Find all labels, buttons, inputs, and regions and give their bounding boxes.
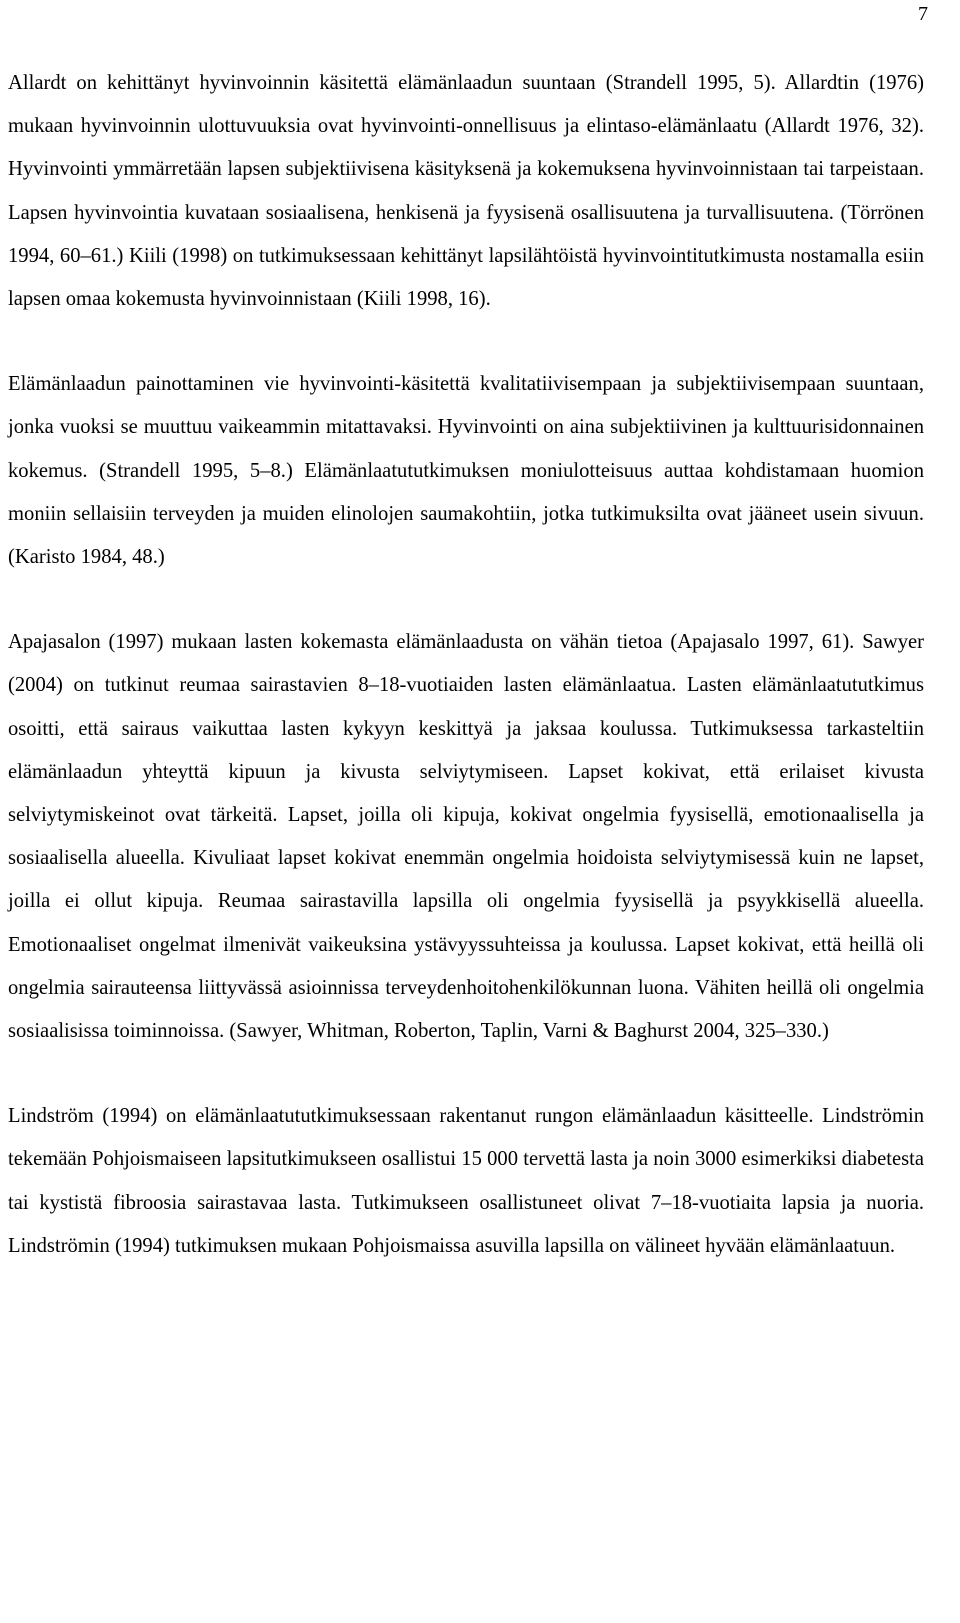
page-number: 7 xyxy=(918,3,928,25)
paragraph-lindstrom: Lindström (1994) on elämänlaatututkimuksessaan rakentanut rungon elämänlaadun käsitteelle. Lindströmin tekemään Pohjoismaiseen lapsitutkimukseen osallistui 15 000 tervettä lasta ja noin 3000 esimerkiksi diabetesta tai kystistä fibroosia sairastavaa lasta. Tutkimukseen osallistuneet olivat 7–18-vuotiaita lapsia ja nuoria. Lindströmin (1994) tutkimuksen mukaan Pohjoismaissa asuvilla lapsilla on välineet hyvään elämänlaatuun. xyxy=(8,1105,924,1257)
paragraph-elamanlaatu: Elämänlaadun painottaminen vie hyvinvointi-käsitettä kvalitatiivisempaan ja subjektiivisempaan suuntaan, jonka vuoksi se muuttuu vaikeammin mitattavaksi. Hyvinvointi on aina subjektiivinen ja kulttuurisidonnainen kokemus. (Strandell 1995, 5–8.) Elämänlaatututkimuksen moniulotteisuus auttaa kohdistamaan huomion moniin sellaisiin terveyden ja muiden elinolojen saumakohtiin, jotka tutkimuksilta ovat jääneet usein sivuun. (Karisto 1984, 48.) xyxy=(8,373,924,569)
paragraph-allardt: Allardt on kehittänyt hyvinvoinnin käsitettä elämänlaadun suuntaan (Strandell 1995, 5). Allardtin (1976) mukaan hyvinvoinnin ulottuvuuksia ovat hyvinvointi-onnellisuus ja elintaso-elämänlaatu (Allardt 1976, 32). Hyvinvointi ymmärretään lapsen subjektiivisena käsityksenä ja kokemuksena hyvinvoinnistaan tai tarpeistaan. Lapsen hyvinvointia kuvataan sosiaalisena, henkisenä ja fyysisenä osallisuutena ja turvallisuutena. (Törrönen 1994, 60–61.) Kiili (1998) on tutkimuksessaan kehittänyt lapsilähtöistä hyvinvointitutkimusta nostamalla esiin lapsen omaa kokemusta hyvinvoinnistaan (Kiili 1998, 16). xyxy=(8,72,924,311)
paragraph-apajasalo-sawyer: Apajasalon (1997) mukaan lasten kokemasta elämänlaadusta on vähän tietoa (Apajasalo 1997, 61). Sawyer (2004) on tutkinut reumaa sairastavien 8–18-vuotiaiden lasten elämänlaatua. Lasten elämänlaatututkimus osoitti, että sairaus vaikuttaa lasten kykyyn keskittyä ja jaksaa koulussa. Tutkimuksessa tarkasteltiin elämänlaadun yhteyttä kipuun ja kivusta selviytymiseen. Lapset kokivat, että erilaiset kivusta selviytymiskeinot ovat tärkeitä. Lapset, joilla oli kipuja, kokivat ongelmia fyysisellä, emotionaalisella ja sosiaalisella alueella. Kivuliaat lapset kokivat enemmän ongelmia hoidoista selviytymisessä kuin ne lapset, joilla ei ollut kipuja. Reumaa sairastavilla lapsilla oli ongelmia fyysisellä ja psyykkisellä alueella. Emotionaaliset ongelmat ilmenivät vaikeuksina ystävyyssuhteissa ja koulussa. Lapset kokivat, että heillä oli ongelmia sairauteensa liittyvässä asioinnissa terveydenhoitohenkilökunnan luona. Vähiten heillä oli ongelmia sosiaalisissa toiminnoissa. (Sawyer, Whitman, Roberton, Taplin, Varni & Baghurst 2004, 325–330.) xyxy=(8,631,924,1043)
document-body xyxy=(8,62,924,1268)
